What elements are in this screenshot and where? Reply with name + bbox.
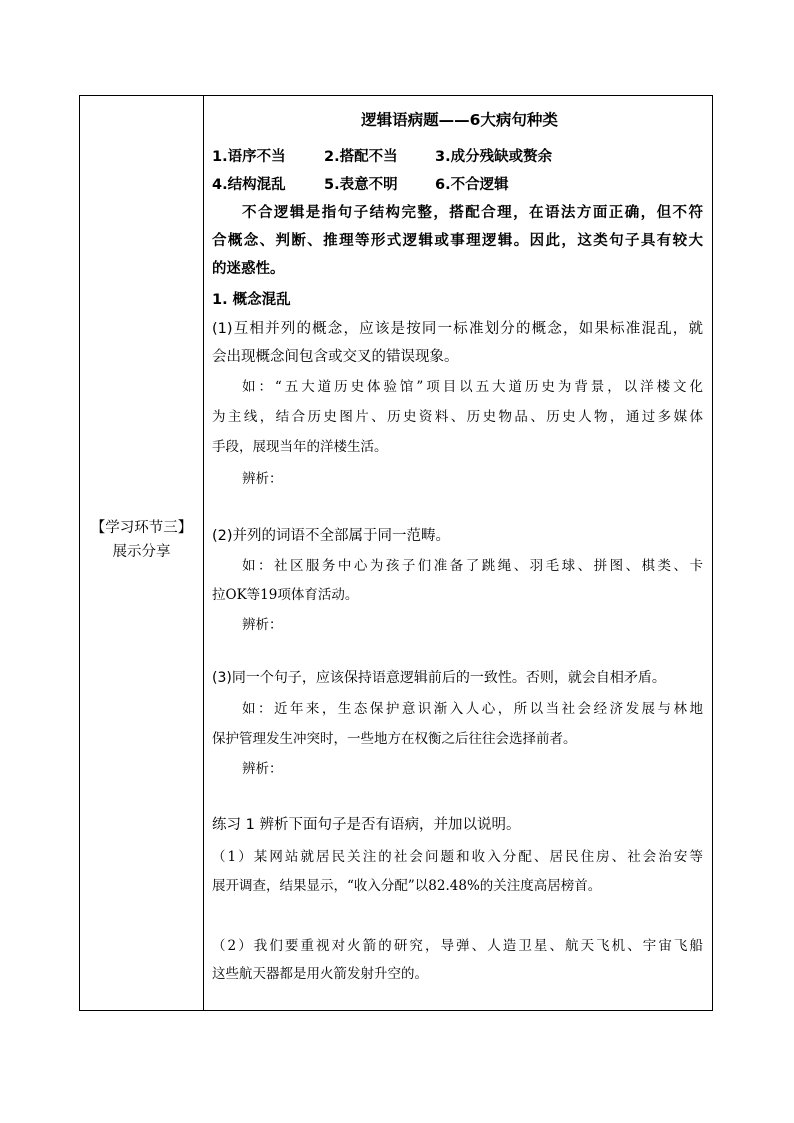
type-2: 2.搭配不当 — [324, 149, 398, 165]
point-1-line-1: (1)互相并列的概念，应该是按同一标准划分的概念，如果标准混乱，就 — [212, 321, 703, 337]
section-heading: 1. 概念混乱 — [212, 292, 291, 308]
example-3-line-1: 如：近年来，生态保护意识渐入人心，所以当社会经济发展与林地 — [242, 701, 703, 717]
analysis-3: 辨析： — [242, 761, 283, 777]
exercise-q2-line-2: 这些航天器都是用火箭发射升空的。 — [212, 966, 428, 982]
point-3: (3)同一个句子，应该保持语意逻辑前后的一致性。否则，就会自相矛盾。 — [212, 670, 666, 686]
point-1-line-2: 会出现概念间包含或交叉的错误现象。 — [212, 349, 459, 365]
example-3-line-2: 保护管理发生冲突时，一些地方在权衡之后往往会选择前者。 — [212, 731, 577, 747]
stage-label-cell — [80, 516, 203, 564]
intro-line-2: 合概念、判断、推理等形式逻辑或事理逻辑。因此，这类句子具有较大 — [212, 233, 703, 249]
column-divider — [203, 96, 204, 1010]
stage-sublabel: 展示分享 — [112, 544, 171, 560]
type-4: 4.结构混乱 — [212, 177, 286, 193]
example-1-line-2: 为主线，结合历史图片、历史资料、历史物品、历史人物，通过多媒体 — [212, 409, 703, 425]
example-2-line-2: 拉OK等19项体育活动。 — [212, 587, 359, 603]
exercise-title: 练习 1 辨析下面句子是否有语病，并加以说明。 — [212, 817, 521, 833]
stage-label: 【学习环节三】 — [90, 520, 193, 536]
worksheet-table — [79, 95, 713, 1011]
exercise-q2-line-1: （2）我们要重视对火箭的研究，导弹、人造卫星、航天飞机、宇宙飞船 — [212, 938, 703, 954]
type-6: 6.不合逻辑 — [435, 177, 509, 193]
type-5: 5.表意不明 — [324, 177, 398, 193]
analysis-2: 辨析： — [242, 617, 283, 633]
point-2: (2)并列的词语不全部属于同一范畴。 — [212, 528, 451, 544]
exercise-q1-line-2: 展开调查，结果显示，“收入分配”以82.48%的关注度高居榜首。 — [212, 878, 602, 894]
exercise-q1-line-1: （1）某网站就居民关注的社会问题和收入分配、居民住房、社会治安等 — [212, 849, 703, 865]
example-1-line-1: 如：“五大道历史体验馆”项目以五大道历史为背景，以洋楼文化 — [242, 379, 703, 395]
type-3: 3.成分残缺或赘余 — [435, 149, 553, 165]
intro-line-3: 的迷惑性。 — [212, 261, 285, 277]
example-1-line-3: 手段，展现当年的洋楼生活。 — [212, 439, 388, 455]
intro-line-1: 不合逻辑是指句子结构完整，搭配合理，在语法方面正确，但不符 — [242, 205, 703, 221]
page-title: 逻辑语病题——6大病句种类 — [361, 111, 558, 129]
example-2-line-1: 如：社区服务中心为孩子们准备了跳绳、羽毛球、拼图、棋类、卡 — [242, 558, 703, 574]
analysis-1: 辨析： — [242, 471, 283, 487]
type-1: 1.语序不当 — [212, 149, 286, 165]
